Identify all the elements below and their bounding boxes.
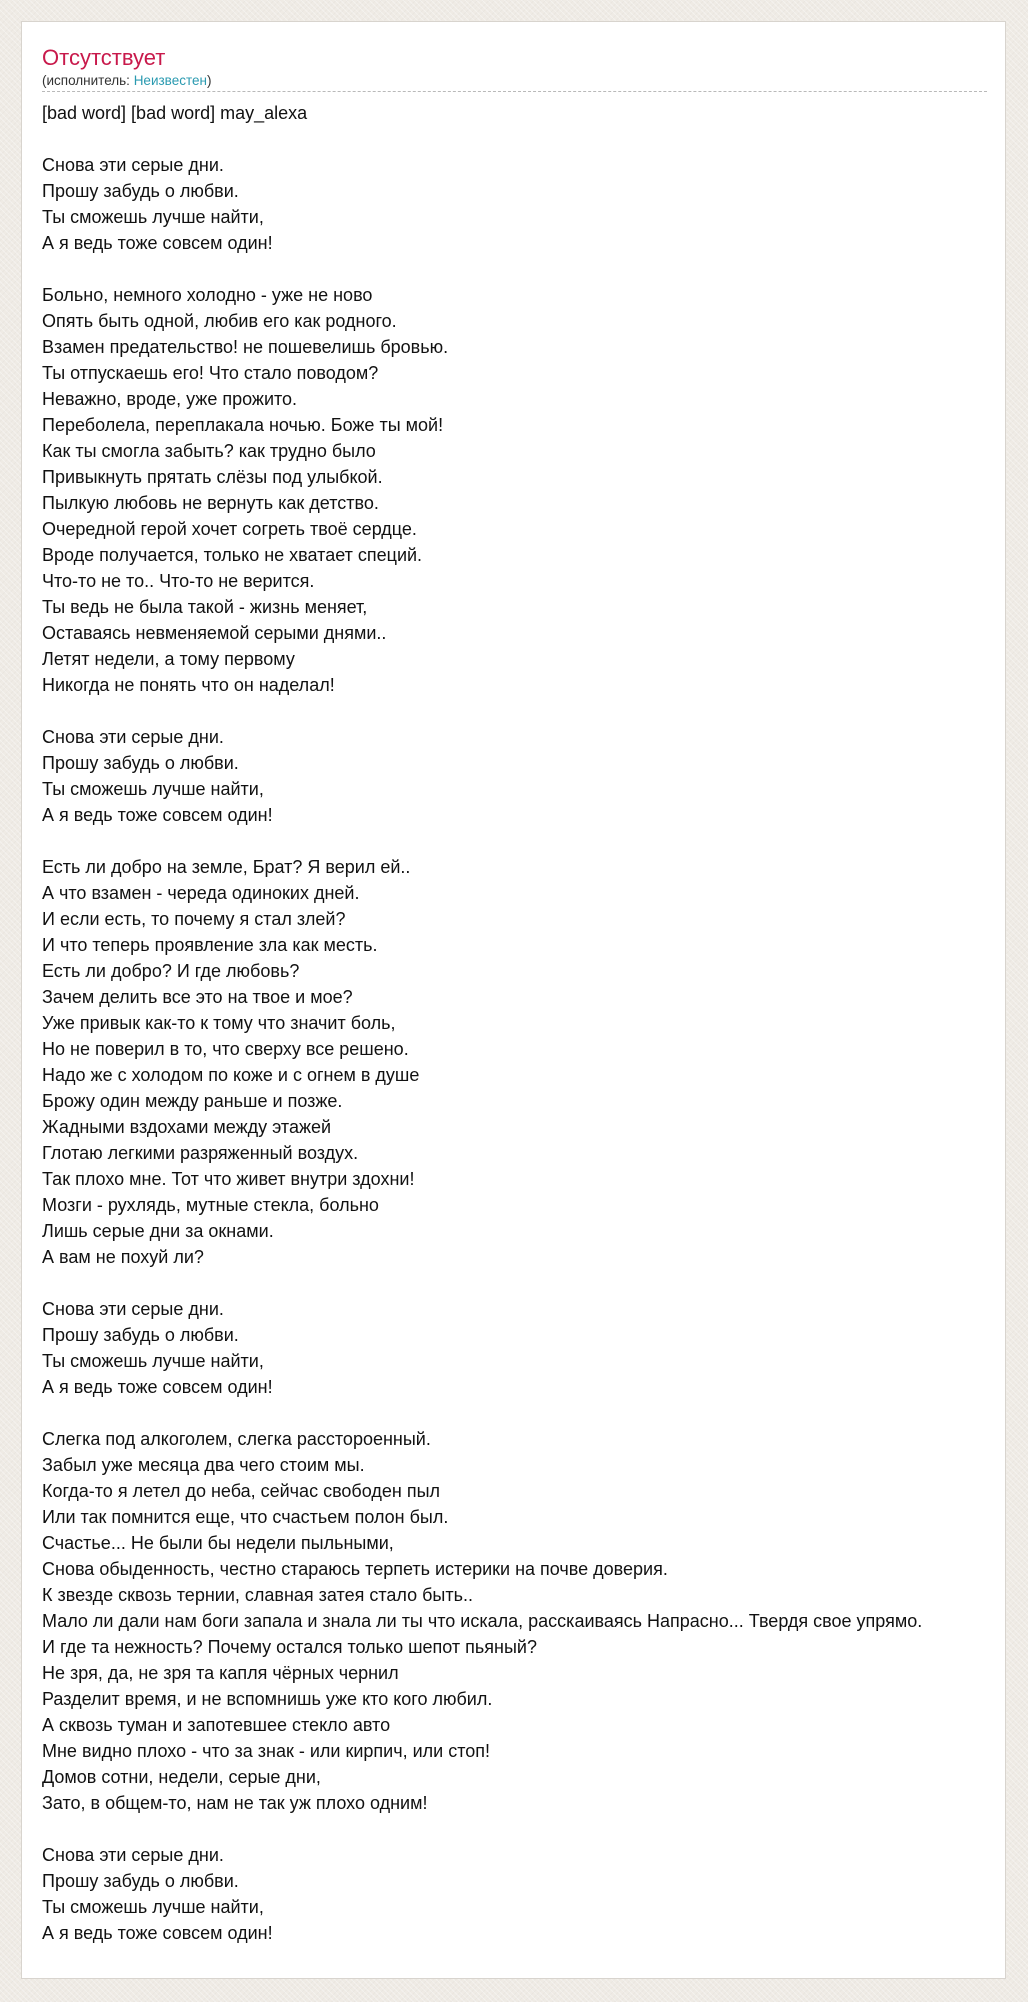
- lyric-line: Ты сможешь лучше найти,: [42, 207, 264, 227]
- artist-link[interactable]: Неизвестен: [133, 73, 207, 88]
- song-header: [42, 44, 987, 92]
- lyric-line: А я ведь тоже совсем один!: [42, 1377, 273, 1397]
- lyric-line: Снова эти серые дни.: [42, 155, 224, 175]
- lyric-line: Слегка под алкоголем, слегка расстороенный.: [42, 1429, 431, 1449]
- lyric-line: Никогда не понять что он наделал!: [42, 675, 335, 695]
- artist-line: [42, 72, 987, 90]
- lyric-line: Прошу забудь о любви.: [42, 1871, 239, 1891]
- lyric-line: Пылкую любовь не вернуть как детство.: [42, 493, 379, 513]
- lyric-line: [bad word] [bad word] may_alexa: [42, 103, 308, 123]
- lyric-line: Ты отпускаешь его! Что стало поводом?: [42, 363, 379, 383]
- lyric-line: А что взамен - череда одиноких дней.: [42, 883, 360, 903]
- lyric-line: Мало ли дали нам боги запала и знала ли ты что искала, расскаиваясь Напрасно... Твердя свое упрямо.: [42, 1611, 923, 1631]
- lyric-line: Оставаясь невменяемой серыми днями..: [42, 623, 387, 643]
- lyric-blank-line: [42, 1400, 922, 1426]
- lyric-line: Ты сможешь лучше найти,: [42, 779, 264, 799]
- lyric-line: Снова эти серые дни.: [42, 727, 224, 747]
- lyric-line: Уже привык как-то к тому что значит боль,: [42, 1013, 396, 1033]
- lyric-line: Брожу один между раньше и позже.: [42, 1091, 343, 1111]
- artist-prefix: (исполнитель:: [42, 73, 134, 88]
- lyric-blank-line: [42, 126, 922, 152]
- lyric-line: Домов сотни, недели, серые дни,: [42, 1767, 321, 1787]
- lyric-line: Зато, в общем-то, нам не так уж плохо одним!: [42, 1793, 428, 1813]
- lyric-line: А сквозь туман и запотевшее стекло авто: [42, 1715, 391, 1735]
- lyric-line: К звезде сквозь тернии, славная затея стало быть..: [42, 1585, 473, 1605]
- lyric-line: Летят недели, а тому первому: [42, 649, 295, 669]
- lyric-line: Жадными вздохами между этажей: [42, 1117, 332, 1137]
- lyric-line: Больно, немного холодно - уже не ново: [42, 285, 373, 305]
- lyric-line: Но не поверил в то, что сверху все решено.: [42, 1039, 409, 1059]
- lyric-line: Прошу забудь о любви.: [42, 181, 239, 201]
- lyric-line: А я ведь тоже совсем один!: [42, 233, 273, 253]
- lyric-blank-line: [42, 1270, 922, 1296]
- lyrics-text: [42, 100, 922, 1946]
- lyric-line: И что теперь проявление зла как месть.: [42, 935, 378, 955]
- lyric-line: Прошу забудь о любви.: [42, 1325, 239, 1345]
- lyric-blank-line: [42, 828, 922, 854]
- lyric-line: Снова эти серые дни.: [42, 1299, 224, 1319]
- lyric-line: А вам не похуй ли?: [42, 1247, 204, 1267]
- lyric-line: Мне видно плохо - что за знак - или кирпич, или стоп!: [42, 1741, 491, 1761]
- lyric-line: Снова обыденность, честно стараюсь терпеть истерики на почве доверия.: [42, 1559, 668, 1579]
- lyric-line: А я ведь тоже совсем один!: [42, 805, 273, 825]
- lyric-line: Или так помнится еще, что счастьем полон был.: [42, 1507, 449, 1527]
- lyric-line: Лишь серые дни за окнами.: [42, 1221, 274, 1241]
- lyric-line: Прошу забудь о любви.: [42, 753, 239, 773]
- lyric-blank-line: [42, 698, 922, 724]
- lyrics-card: [21, 21, 1006, 1979]
- lyric-line: Очередной герой хочет согреть твоё сердце.: [42, 519, 417, 539]
- lyric-blank-line: [42, 1816, 922, 1842]
- lyric-line: Счастье... Не были бы недели пыльными,: [42, 1533, 394, 1553]
- lyric-line: Переболела, переплакала ночью. Боже ты мой!: [42, 415, 444, 435]
- song-title: Отсутствует: [42, 45, 166, 70]
- lyric-line: И где та нежность? Почему остался только шепот пьяный?: [42, 1637, 537, 1657]
- lyric-line: Мозги - рухлядь, мутные стекла, больно: [42, 1195, 379, 1215]
- lyric-line: Есть ли добро на земле, Брат? Я верил ей..: [42, 857, 411, 877]
- lyric-line: Опять быть одной, любив его как родного.: [42, 311, 397, 331]
- lyric-line: Вроде получается, только не хватает специй.: [42, 545, 423, 565]
- lyric-line: Неважно, вроде, уже прожито.: [42, 389, 298, 409]
- lyric-line: Что-то не то.. Что-то не верится.: [42, 571, 315, 591]
- lyric-blank-line: [42, 256, 922, 282]
- lyric-line: А я ведь тоже совсем один!: [42, 1923, 273, 1943]
- lyric-line: Привыкнуть прятать слёзы под улыбкой.: [42, 467, 383, 487]
- lyric-line: Снова эти серые дни.: [42, 1845, 224, 1865]
- lyric-line: Так плохо мне. Тот что живет внутри здохни!: [42, 1169, 415, 1189]
- lyric-line: Ты сможешь лучше найти,: [42, 1351, 264, 1371]
- lyric-line: Зачем делить все это на твое и мое?: [42, 987, 353, 1007]
- lyric-line: Когда-то я летел до неба, сейчас свободен пыл: [42, 1481, 441, 1501]
- lyric-line: Разделит время, и не вспомнишь уже кто кого любил.: [42, 1689, 493, 1709]
- lyric-line: Не зря, да, не зря та капля чёрных чернил: [42, 1663, 399, 1683]
- lyric-line: Ты сможешь лучше найти,: [42, 1897, 264, 1917]
- lyric-line: И если есть, то почему я стал злей?: [42, 909, 346, 929]
- artist-suffix: ): [206, 73, 212, 88]
- lyric-line: Взамен предательство! не пошевелишь бровью.: [42, 337, 449, 357]
- lyric-line: Как ты смогла забыть? как трудно было: [42, 441, 376, 461]
- lyric-line: Надо же с холодом по коже и с огнем в душе: [42, 1065, 420, 1085]
- lyric-line: Глотаю легкими разряженный воздух.: [42, 1143, 359, 1163]
- lyric-line: Забыл уже месяца два чего стоим мы.: [42, 1455, 365, 1475]
- lyric-line: Ты ведь не была такой - жизнь меняет,: [42, 597, 368, 617]
- lyric-line: Есть ли добро? И где любовь?: [42, 961, 300, 981]
